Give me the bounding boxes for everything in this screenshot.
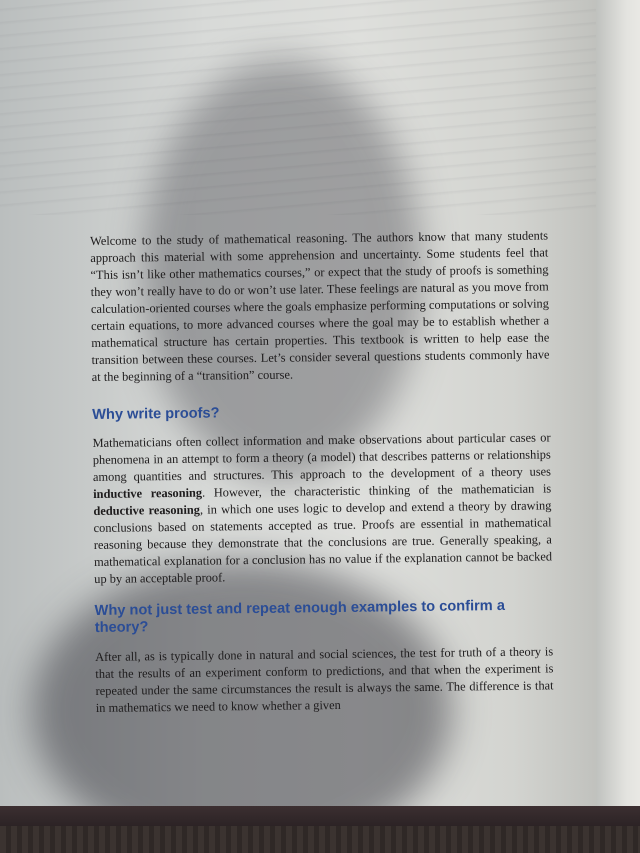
section-heading-why-write-proofs: Why write proofs? <box>92 405 220 423</box>
section1-text-b: . However, the characteristic thinking of the mathematician is <box>202 481 552 500</box>
table-surface <box>0 826 640 853</box>
section1-paragraph <box>92 429 552 588</box>
deductive-reasoning-term: deductive reasoning <box>93 502 201 518</box>
facing-page-edge <box>596 0 640 808</box>
inductive-reasoning-term: inductive reasoning <box>93 485 203 501</box>
section1-text-c: , in which one uses logic to develop and extend a theory by drawing conclusions based on statements accepted as true. Proofs are essential in mathematical reasoning because they demonstrate that the conclusions are true. Generally speaking, a mathematical explanation for a conclusion has no value if the explanation cannot be backed up by an acceptable proof. <box>93 498 553 586</box>
section1-text-a: Mathematicians often collect information and make observations about particular cases or phenomena in an attempt to form a theory (a model) that describes patterns or relationships among quantities and structures. This approach to the development of a theory uses <box>92 430 552 484</box>
page-content <box>90 227 554 717</box>
intro-paragraph: Welcome to the study of mathematical reasoning. The authors know that many students approach this material with some apprehension and uncertainty. Some students feel that “This isn’t like other mathematics courses,” or expect that the study of proofs is something they won’t really have to do or won’t use later. These feelings are natural as you move from calculation-oriented courses where the goals emphasize performing computations or solving certain equations, to more advanced courses where the goal may be to establish whether a mathematical structure has certain properties. This textbook is written to help ease the transition between these courses. Let’s consider several questions students commonly have at the beginning of a “transition” course. <box>90 228 550 384</box>
section2-paragraph: After all, as is typically done in natural and social sciences, the test for truth of a theory is that the results of an experiment conform to predictions, and that when the experiment is repeated under the same circumstances the result is always the same. The difference is that in mathematics we need to know whether a given <box>95 644 554 715</box>
book-cover-edge <box>0 806 640 828</box>
section-heading-why-not-test: Why not just test and repeat enough examples to confirm a theory? <box>94 597 505 636</box>
